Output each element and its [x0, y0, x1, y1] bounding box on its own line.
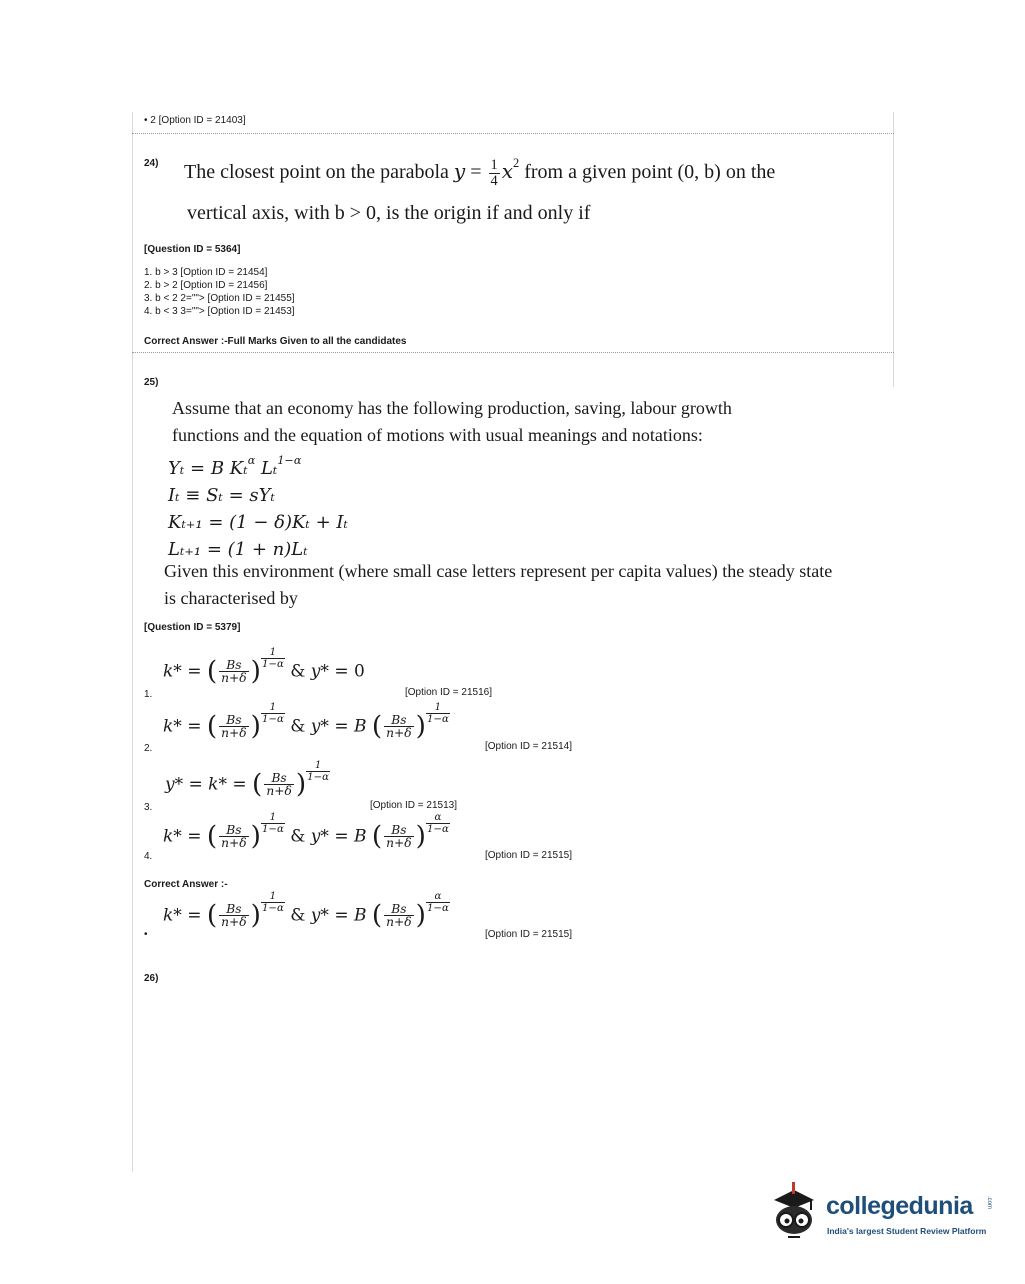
- fraction: $\frac{1}{4}$: [490, 156, 498, 190]
- question-number: 24): [144, 158, 159, 169]
- option-id: [Option ID = 21513]: [370, 800, 458, 811]
- option-item: 1. b > 3 [Option ID = 21454]: [144, 267, 268, 278]
- mascot-icon: [766, 1178, 822, 1244]
- option-number: 4.: [144, 851, 153, 862]
- option-number: 3.: [144, 802, 153, 813]
- option-id: [Option ID = 21515]: [485, 929, 573, 940]
- logo-domain: .com: [986, 1196, 992, 1210]
- collegedunia-logo: [766, 1178, 996, 1248]
- question-given: Given this environment (where small case letters represent per capita values) the steady state is characterised by: [164, 561, 833, 608]
- capital-motion-equation: Kₜ₊₁ = (1 − δ)Kₜ + Iₜ: [168, 512, 348, 534]
- option-id: [Option ID = 21515]: [485, 850, 573, 861]
- bullet: •: [144, 929, 148, 940]
- option-id: [Option ID = 21514]: [485, 741, 573, 752]
- correct-answer-formula: k* = ( $\frac{Bs}{n+\delta}$ ) $\frac{1}{1-\alpha}$ & y* = B ( $\frac{Bs}{n+\delta}$ ) $\frac{\alpha}{1-\alpha}$: [163, 891, 449, 931]
- option-item: 4. b < 3 3=""> [Option ID = 21453]: [144, 306, 295, 317]
- previous-option-text: 2 [Option ID = 21403]: [150, 115, 246, 126]
- option-item: 3. b < 2 2=""> [Option ID = 21455]: [144, 293, 295, 304]
- question-text-line-2: vertical axis, with b > 0, is the origin if and only if: [187, 202, 591, 224]
- option-list: [144, 266, 295, 318]
- correct-answer: Correct Answer :-Full Marks Given to all the candidates: [144, 336, 407, 347]
- bullet: •: [144, 115, 148, 126]
- logo-tagline: India's largest Student Review Platform: [827, 1226, 987, 1236]
- option-id: [Option ID = 21516]: [405, 687, 493, 698]
- previous-correct-option: [144, 114, 246, 127]
- option-3-formula: y* = k* = ( $\frac{Bs}{n+\delta}$ ) $\frac{1}{1-\alpha}$: [165, 760, 330, 800]
- question-id: [Question ID = 5364]: [144, 244, 241, 255]
- left-margin-line: [132, 112, 133, 1172]
- option-1-formula: k* = ( $\frac{Bs}{n+\delta}$ ) $\frac{1}{1-\alpha}$ & y* = 0: [163, 647, 365, 687]
- option-2-formula: k* = ( $\frac{Bs}{n+\delta}$ ) $\frac{1}{1-\alpha}$ & y* = B ( $\frac{Bs}{n+\delta}$ ) $\frac{1}{1-\alpha}$: [163, 702, 449, 742]
- separator-line: [132, 352, 894, 353]
- production-function: Yₜ = B Kₜ$^\alpha$ Lₜ$^{1-\alpha}$: [168, 454, 302, 480]
- separator-line: [132, 133, 894, 134]
- correct-answer-label: Correct Answer :-: [144, 879, 228, 890]
- option-number: 2.: [144, 743, 153, 754]
- labour-growth-equation: Lₜ₊₁ = (1 + n)Lₜ: [168, 539, 308, 561]
- question-number: 26): [144, 973, 159, 984]
- option-4-formula: k* = ( $\frac{Bs}{n+\delta}$ ) $\frac{1}{1-\alpha}$ & y* = B ( $\frac{Bs}{n+\delta}$ ) $\frac{\alpha}{1-\alpha}$: [163, 812, 449, 852]
- saving-equation: Iₜ ≡ Sₜ = sYₜ: [168, 485, 275, 507]
- question-number: 25): [144, 377, 159, 388]
- right-margin-line: [893, 112, 894, 387]
- question-text-line-1: The closest point on the parabola y = $\frac{1}{4}$ $x^2$ from a given point (0, b) on the: [184, 156, 776, 190]
- model-equations: [168, 447, 348, 563]
- question-id: [Question ID = 5379]: [144, 622, 241, 633]
- option-item: 2. b > 2 [Option ID = 21456]: [144, 280, 268, 291]
- question-intro: Assume that an economy has the following production, saving, labour growth functions and the equation of motions with usual meanings and notations:: [172, 398, 732, 445]
- option-number: 1.: [144, 689, 153, 700]
- logo-wordmark: collegedunia: [826, 1192, 973, 1220]
